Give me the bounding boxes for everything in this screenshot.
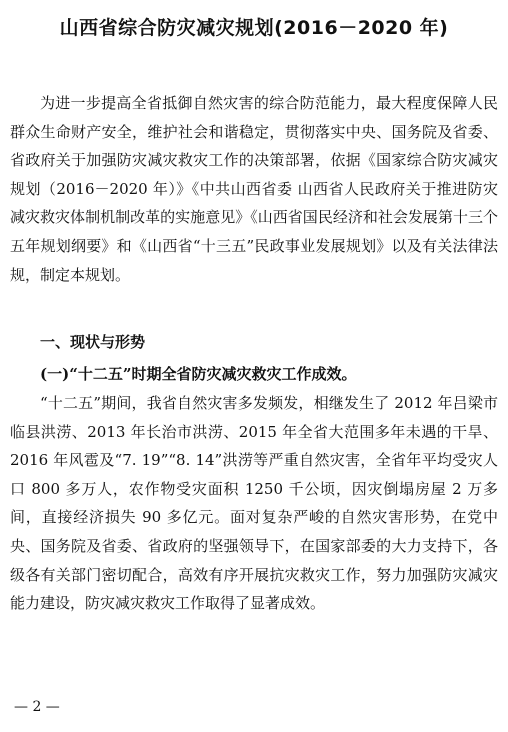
page-number: — 2 — (14, 699, 60, 715)
document-title: 山西省综合防灾减灾规划(2016－2020 年) (59, 17, 449, 39)
section-heading: 一、现状与形势 (40, 333, 146, 351)
body-paragraph: “十二五”期间，我省自然灾害多发频发，相继发生了 2012 年吕梁市临县洪涝、2013 年长治市洪涝、2015 年全省大范围多年未遇的干旱、2016 年风雹及“7. 19”“8. 14”洪涝等严重自然灾害，全省年平均受灾人口 800 多万人，农作物受灾面积 1250 千公顷，因灾倒塌房屋 2 万多间，直接经济损失 90 多亿元。面对复杂严峻的自然灾害形势，在党中央、国务院及省委、省政府的坚强领导下，在国家部委的大力支持下，各级各有关部门密切配合，高效有序开展抗灾救灾工作，努力加强防灾减灾能力建设，防灾减灾救灾工作取得了显著成效。 (10, 394, 498, 613)
intro-paragraph: 为进一步提高全省抵御自然灾害的综合防范能力，最大程度保障人民群众生命财产安全，维护社会和谐稳定，贯彻落实中央、国务院及省委、省政府关于加强防灾减灾救灾工作的决策部署，依据《国家综合防灾减灾规划（2016－2020 年）》《中共山西省委 山西省人民政府关于推进防灾减灾救灾体制机制改革的实施意见》《山西省国民经济和社会发展第十三个五年规划纲要》和《山西省“十三五”民政事业发展规划》以及有关法律法规，制定本规划。 (10, 94, 498, 284)
subsection-heading: (一)“十二五”时期全省防灾减灾救灾工作成效。 (40, 365, 357, 383)
